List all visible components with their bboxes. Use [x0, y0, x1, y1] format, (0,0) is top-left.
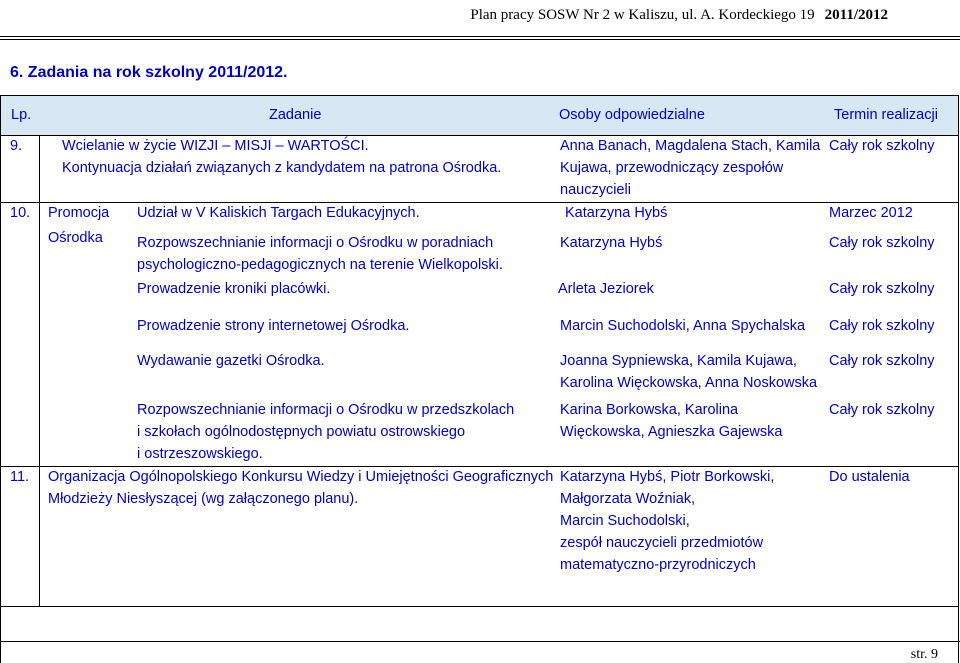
responsible-text: Karolina Więckowska, Anna Noskowska [560, 375, 818, 391]
category-text: Promocja [48, 205, 110, 221]
page-header [470, 7, 888, 24]
header-responsible: Osoby odpowiedzialne [559, 107, 705, 123]
responsible-text: Katarzyna Hybś, Piotr Borkowski, [560, 469, 775, 485]
deadline-text: Cały rok szkolny [829, 402, 935, 418]
responsible-text: Marcin Suchodolski, Anna Spychalska [560, 318, 806, 334]
header-rule-thin [0, 39, 960, 40]
deadline-text: Cały rok szkolny [829, 235, 935, 251]
responsible-text: Arleta Jeziorek [558, 281, 654, 297]
responsible-text: Katarzyna Hybś [565, 205, 668, 221]
task-text: Prowadzenie kroniki placówki. [137, 281, 331, 297]
task-text: i ostrzeszowskiego. [137, 446, 263, 462]
responsible-text: Więckowska, Agnieszka Gajewska [560, 424, 783, 440]
row-lp: 11. [10, 469, 30, 485]
deadline-text: Cały rok szkolny [829, 353, 935, 369]
header-deadline: Termin realizacji [834, 107, 938, 123]
header-title: Plan pracy SOSW Nr 2 w Kaliszu, ul. A. Kordeckiego 19 [470, 7, 815, 23]
task-text: Organizacja Ogólnopolskiego Konkursu Wiedzy i Umiejętności Geograficznych [48, 469, 554, 485]
responsible-text: matematyczno-przyrodniczych [560, 557, 756, 573]
responsible-text: Małgorzata Woźniak, [560, 491, 696, 507]
task-text: Kontynuacja działań związanych z kandydatem na patrona Ośrodka. [62, 160, 502, 176]
table-header-row [0, 95, 959, 136]
task-text: Rozpowszechnianie informacji o Ośrodku w przedszkolach [137, 402, 515, 418]
responsible-text: Karina Borkowska, Karolina [560, 402, 739, 418]
task-text: i szkołach ogólnodostępnych powiatu ostrowskiego [137, 424, 466, 440]
task-text: Udział w V Kaliskich Targach Edukacyjnych. [137, 205, 420, 221]
task-text: Prowadzenie strony internetowej Ośrodka. [137, 318, 410, 334]
section-title: 6. Zadania na rok szkolny 2011/2012. [10, 64, 288, 81]
row-lp: 10. [10, 205, 31, 221]
task-text: psychologiczno-pedagogicznych na terenie Wielkopolski. [137, 257, 503, 273]
page-number: str. 9 [910, 647, 938, 662]
deadline-text: Marzec 2012 [829, 205, 913, 221]
category-text: Ośrodka [48, 230, 103, 246]
responsible-text: nauczycieli [560, 182, 631, 198]
header-lp: Lp. [11, 107, 32, 123]
responsible-text: Marcin Suchodolski, [560, 513, 690, 529]
responsible-text: Katarzyna Hybś [560, 235, 663, 251]
deadline-text: Do ustalenia [829, 469, 910, 485]
divider-lp [39, 136, 40, 606]
responsible-text: zespół nauczycieli przedmiotów [560, 535, 764, 551]
row-lp: 9. [10, 138, 23, 154]
deadline-text: Cały rok szkolny [829, 138, 935, 154]
responsible-text: Joanna Sypniewska, Kamila Kujawa, [560, 353, 797, 369]
task-text: Wcielanie w życie WIZJI – MISJI – WARTOŚCI. [62, 138, 369, 154]
responsible-text: Kujawa, przewodniczący zespołów [560, 160, 784, 176]
header-year: 2011/2012 [824, 7, 888, 23]
header-rule [0, 36, 960, 37]
deadline-text: Cały rok szkolny [829, 318, 935, 334]
task-text: Rozpowszechnianie informacji o Ośrodku w poradniach [137, 235, 494, 251]
deadline-text: Cały rok szkolny [829, 281, 935, 297]
header-task: Zadanie [269, 107, 322, 123]
responsible-text: Anna Banach, Magdalena Stach, Kamila [560, 138, 821, 154]
footer-rule [0, 641, 960, 642]
task-text: Młodzieży Niesłyszącej (wg załączonego planu). [48, 491, 359, 507]
task-text: Wydawanie gazetki Ośrodka. [137, 353, 325, 369]
row-separator [0, 606, 959, 607]
